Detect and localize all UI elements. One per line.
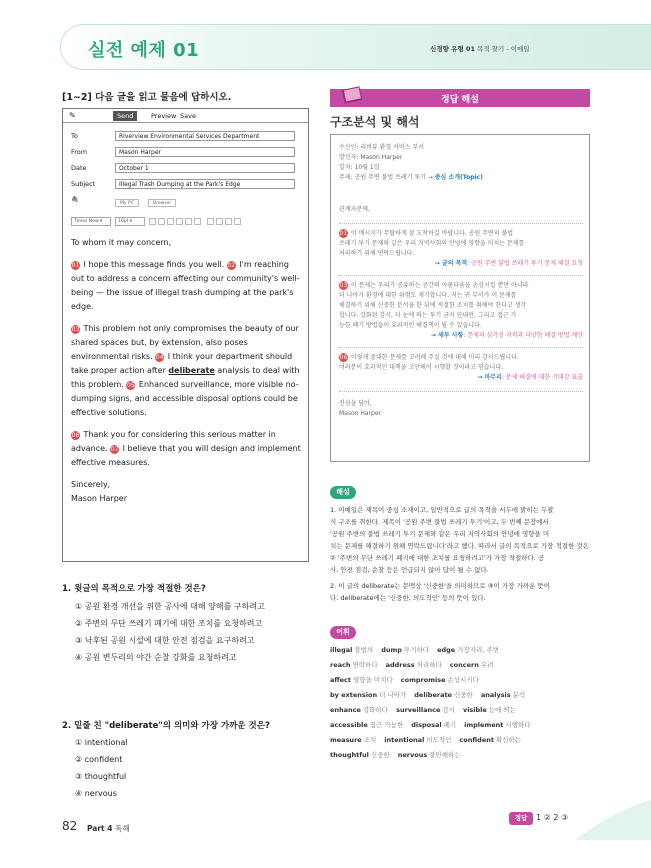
marker-03: 03	[71, 326, 80, 333]
corner-decoration	[575, 800, 651, 840]
align-center-icon[interactable]	[216, 218, 223, 225]
q1-option-1[interactable]: ① 공원 환경 개선을 위한 공사에 대해 양해를 구하려고	[75, 602, 265, 611]
section-title: 구조분석 및 해석	[330, 115, 420, 129]
q2-option-4[interactable]: ④ nervous	[75, 789, 117, 798]
highlight-icon[interactable]	[194, 218, 201, 225]
date-field[interactable]: October 1	[115, 163, 295, 173]
q1-option-4[interactable]: ④ 공원 변두리의 야간 순찰 강화를 요청하려고	[75, 653, 237, 662]
pen-icon: ✎	[69, 111, 76, 120]
q2-option-1[interactable]: ① intentional	[75, 738, 128, 747]
q2-option-2[interactable]: ② confident	[75, 755, 123, 764]
page-title: 실전 예제 01	[88, 40, 200, 61]
book-icon	[341, 84, 365, 106]
paragraph-3: 06 Thank you for considering this serious matter in advance. 07 I believe that you will design and implement effective measures.	[71, 430, 301, 467]
marker-05: 05	[127, 382, 135, 389]
align-left-icon[interactable]	[207, 218, 214, 225]
translation-block-1: 01 이 메시지가 무탈하게 잘 도착하길 바랍니다. 공원 주변의 불법 쓰레기 투기 문제와 같은 우리 지역사회의 안녕에 영향을 미치는 문제를 처리하기 위해 연락드립니다. → 글의 목적: 공원 주변 불법 쓰레기 투기 문제 해결 요청	[339, 230, 583, 267]
answer-label: 정답	[509, 812, 533, 825]
bold-icon[interactable]	[149, 218, 156, 225]
answer-banner: 정답 해설	[330, 89, 590, 107]
answer-key: 1 ② 2 ③	[536, 813, 569, 822]
preview-tab[interactable]: Preview	[151, 112, 177, 120]
signature: Mason Harper	[71, 494, 127, 503]
vocab-list	[330, 643, 592, 763]
divider	[339, 391, 583, 392]
size-select[interactable]: 10pt ▾	[115, 217, 145, 226]
browser-button[interactable]: Browser	[148, 199, 176, 207]
font-select[interactable]: Times New ▾	[71, 217, 111, 226]
date-label: Date	[71, 164, 87, 172]
marker-04: 04	[155, 354, 164, 361]
italic-icon[interactable]	[158, 218, 165, 225]
list-icon[interactable]	[234, 218, 241, 225]
to-label: To	[71, 132, 78, 140]
q2-option-3[interactable]: ③ thoughtful	[75, 772, 127, 781]
greeting: To whom it may concern,	[71, 238, 172, 247]
vocab-row: enhance 강화하다 surveillance 감시 visible 눈에 띄는	[330, 706, 516, 714]
save-tab[interactable]: Save	[180, 112, 196, 120]
to-field[interactable]: Riverview Environmental Services Department	[115, 131, 295, 141]
translation-block-2: 03 이 문제는 우리가 공유하는 공간의 아름다움을 손상시킬 뿐만 아니라 더 나아가 환경에 대한 위험도 제기합니다. 저는 귀 부서가 이 문제를 해결하기 위해 신중한 분석을 한 뒤에 적절한 조치를 취해야 한다고 생각 합니다. 강화된 감시, 더 눈에 띄는 투기 금지 안내판, 그리고 접근 가 능한 폐기 방법들이 효과적인 해결책이 될 수 있습니다. → 세부 사항: 문제의 심각성 지적과 다양한 해결 방법 제안	[339, 282, 583, 339]
email-window	[62, 108, 309, 562]
send-tab[interactable]: Send	[113, 111, 137, 121]
explanation-1: 1. 이메일은 제목이 중심 소재이고, 일반적으로 글의 목적을 서두에 밝히는 두괄 식 구조를 취한다. 제목이 '공원 주변 불법 쓰레기 투기'이고, 두 번째 문장에서 '공원 주변의 불법 쓰레기 투기 문제와 같은 우리 지역사회의 안녕에 영향을 미 치는 문제를 해결하기 위해 연락드립니다'라고 했다. 따라서 글의 목적으로 가장 적절한 것은 ② '주변의 무단 쓰레기 폐기에 대한 조치를 요청하려고'가 가장 적절하다. 공 사, 안전 점검, 순찰 등은 언급되지 않아 답이 될 수 없다.	[330, 506, 589, 574]
translation-salutation: 관계자분께,	[339, 206, 370, 213]
vocab-row: measure 조치 intentional 의도적인 confident 확신하는	[330, 736, 522, 744]
part-label: Part 4 독해	[87, 824, 130, 833]
underlined-word: deliberate	[168, 366, 215, 375]
type-tag: 신경향 유형 01 목적 찾기 - 이메일	[430, 45, 530, 53]
editor-toolbar	[71, 217, 303, 226]
vocab-row: by extension 더 나아가 deliberate 신중한 analysis 분석	[330, 691, 526, 699]
marker-06: 06	[71, 432, 80, 439]
marker-07: 07	[110, 446, 119, 453]
divider	[339, 275, 583, 276]
from-field[interactable]: Mason Harper	[115, 147, 295, 157]
q1-option-2[interactable]: ② 주변의 무단 쓰레기 폐기에 대한 조치를 요청하려고	[75, 619, 263, 628]
question-1: 1. 윗글의 목적으로 가장 적절한 것은?	[62, 584, 206, 594]
color-icon[interactable]	[185, 218, 192, 225]
divider	[339, 347, 583, 348]
marker-01: 01	[71, 262, 80, 269]
translation-closing: 진심을 담아, Mason Harper	[339, 400, 381, 417]
paperclip-icon: 🖇	[71, 196, 79, 203]
my-pc-button[interactable]: My PC	[115, 199, 139, 207]
align-right-icon[interactable]	[225, 218, 232, 225]
from-label: From	[71, 148, 88, 156]
closing: Sincerely,	[71, 480, 111, 489]
explanation-label: 해설	[330, 486, 356, 499]
vocab-row: illegal 불법의 dump 투기하다 edge 가장자리, 주변	[330, 646, 499, 654]
vocab-row: thoughtful 신중한 nervous 불안해하는	[330, 751, 461, 759]
underline-icon[interactable]	[167, 218, 174, 225]
subject-field[interactable]: Illegal Trash Dumping at the Park's Edge	[115, 179, 295, 189]
paragraph-1: 01 I hope this message finds you well. 02 I'm reaching out to address a concern affecting our community's well-being — the issue of illegal trash dumping at the park's edge.	[71, 260, 300, 311]
email-body[interactable]	[71, 236, 303, 514]
vocab-label: 어휘	[330, 626, 356, 639]
page-number: 82	[62, 819, 78, 833]
subject-label: Subject	[71, 180, 96, 188]
marker-02: 02	[227, 262, 236, 269]
divider	[339, 223, 583, 224]
explanation-2: 2. 이 글의 deliberate는 문맥상 '신중한'을 의미하므로 ③이 가장 가까운 뜻이 다. deliberate에는 '신중한, 의도적인' 등의 뜻이 있다.	[330, 582, 551, 602]
instruction: [1~2] 다음 글을 읽고 물음에 답하시오.	[62, 92, 232, 103]
vocab-row: affect 영향을 미치다 compromise 손상시키다	[330, 676, 479, 684]
vocab-row: reach 연락하다 address 처리하다 concern 우려	[330, 661, 494, 669]
q1-option-3[interactable]: ③ 낙후된 공원 시설에 대한 안전 점검을 요구하려고	[75, 636, 255, 645]
question-2: 2. 밑줄 친 "deliberate"의 의미와 가장 가까운 것은?	[62, 721, 270, 731]
paragraph-2: 03 This problem not only compromises the beauty of our shared spaces but, by extension, also poses environmental risks. 04 I think your department should take proper action after deliberate analysis to deal with this problem. 05 Enhanced surveillance, more visible no-dumping signs, and accessible disposal options could be effective solutions.	[71, 324, 300, 417]
strike-icon[interactable]	[176, 218, 183, 225]
vocab-row: accessible 접근 가능한 disposal 폐기 implement 시행하다	[330, 721, 531, 729]
email-tab-row	[63, 109, 308, 123]
translation-header: 수신인: 리버뷰 환경 서비스 부서 발신자: Mason Harper 일자: 10월 1일 주제: 공원 주변 불법 쓰레기 투기 → 중심 소개(Topic)	[339, 144, 483, 181]
translation-block-3: 06 이렇게 중대한 문제를 고려해 주실 것에 대해 미리 감사드립니다. 여러분이 효과적인 대책을 고안해서 시행할 것이라고 믿습니다. → 마무리: 문제 해결에 대한 기대감 표출	[339, 354, 583, 381]
translation-box	[330, 134, 590, 462]
